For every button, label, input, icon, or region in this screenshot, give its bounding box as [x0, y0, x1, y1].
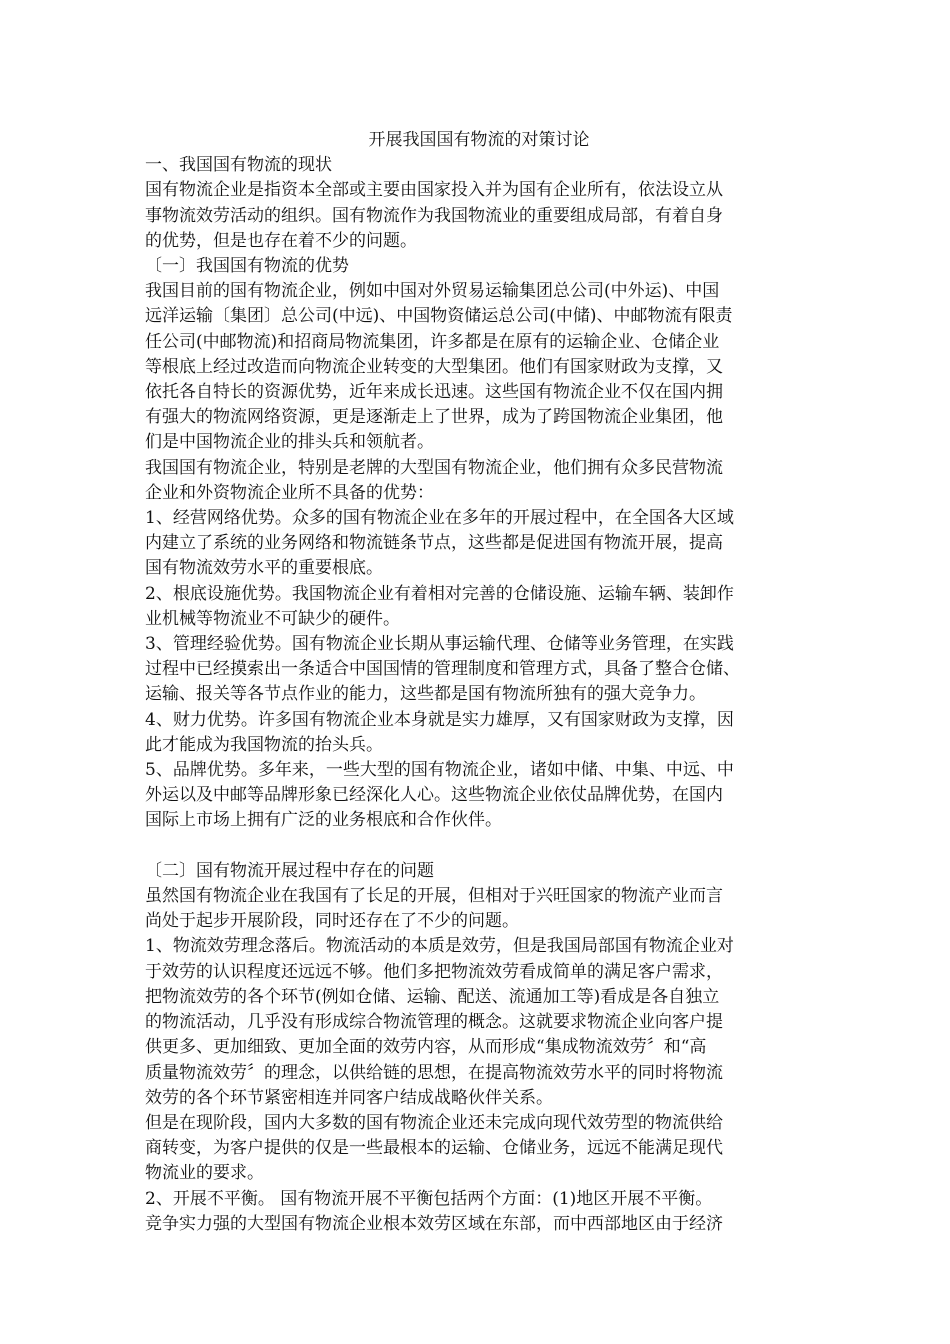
- text-line: 外运以及中邮等品牌形象已经深化人心。这些物流企业依仗品牌优势，在国内: [145, 785, 723, 806]
- text-line: 〔二〕国有物流开展过程中存在的问题: [145, 860, 434, 881]
- text-line: 等根底上经过改造而向物流企业转变的大型集团。他们有国家财政为支撑，又: [145, 356, 723, 377]
- text-line: 5、品牌优势。多年来，一些大型的国有物流企业，诸如中储、中集、中远、中: [145, 760, 734, 781]
- text-line: 于效劳的认识程度还远远不够。他们多把物流效劳看成简单的满足客户需求，: [145, 961, 723, 982]
- text-line: 国有物流效劳水平的重要根底。: [145, 558, 383, 579]
- text-line: 〔一〕我国国有物流的优势: [145, 256, 349, 277]
- document-text: [145, 153, 813, 1237]
- text-line: 我国国有物流企业，特别是老牌的大型国有物流企业，他们拥有众多民营物流: [145, 457, 723, 478]
- blank-line: [145, 834, 813, 859]
- text-line: 一、我国国有物流的现状: [145, 155, 332, 176]
- text-line: 我国目前的国有物流企业，例如中国对外贸易运输集团总公司(中外运)、中国: [145, 281, 720, 302]
- text-line: 1、物流效劳理念落后。物流活动的本质是效劳，但是我国局部国有物流企业对: [145, 936, 734, 957]
- text-line: 把物流效劳的各个环节(例如仓储、运输、配送、流通加工等)看成是各自独立: [145, 986, 720, 1007]
- text-line: 虽然国有物流企业在我国有了长足的开展，但相对于兴旺国家的物流产业而言: [145, 886, 723, 907]
- text-line: 依托各自特长的资源优势，近年来成长迅速。这些国有物流企业不仅在国内拥: [145, 382, 723, 403]
- text-line: 1、经营网络优势。众多的国有物流企业在多年的开展过程中，在全国各大区域: [145, 508, 734, 529]
- text-line: 3、管理经验优势。国有物流企业长期从事运输代理、仓储等业务管理，在实践: [145, 634, 734, 655]
- text-line: 国际上市场上拥有广泛的业务根底和合作伙伴。: [145, 810, 502, 831]
- text-line: 的物流活动，几乎没有形成综合物流管理的概念。这就要求物流企业向客户提: [145, 1012, 723, 1033]
- text-line: 供更多、更加细致、更加全面的效劳内容，从而形成“集成物流效劳〞和“高: [145, 1037, 707, 1058]
- document-title: 开展我国国有物流的对策讨论: [368, 130, 590, 150]
- text-line: 事物流效劳活动的组织。国有物流作为我国物流业的重要组成局部，有着自身: [145, 205, 723, 226]
- text-line: 竞争实力强的大型国有物流企业根本效劳区域在东部，而中西部地区由于经济: [145, 1213, 723, 1234]
- text-line: 效劳的各个环节紧密相连并同客户结成战略伙伴关系。: [145, 1087, 553, 1108]
- text-line: 此才能成为我国物流的抬头兵。: [145, 734, 383, 755]
- text-line: 过程中已经摸索出一条适合中国国情的管理制度和管理方式，具备了整合仓储、: [145, 659, 740, 680]
- text-line: 2、开展不平衡。 国有物流开展不平衡包括两个方面：(1)地区开展不平衡。: [145, 1188, 713, 1209]
- text-line: 内建立了系统的业务网络和物流链条节点，这些都是促进国有物流开展，提高: [145, 533, 723, 554]
- text-line: 尚处于起步开展阶段，同时还存在了不少的问题。: [145, 911, 519, 932]
- text-line: 的优势，但是也存在着不少的问题。: [145, 230, 417, 251]
- text-line: 远洋运输〔集团〕总公司(中远)、中国物资储运总公司(中储)、中邮物流有限责: [145, 306, 733, 327]
- text-line: 运输、报关等各节点作业的能力，这些都是国有物流所独有的强大竞争力。: [145, 684, 706, 705]
- text-line: 物流业的要求。: [145, 1163, 264, 1184]
- text-line: 4、财力优势。许多国有物流企业本身就是实力雄厚，又有国家财政为支撑，因: [145, 709, 734, 730]
- text-line: 任公司(中邮物流)和招商局物流集团，许多都是在原有的运输企业、仓储企业: [145, 331, 720, 352]
- text-line: 质量物流效劳〞的理念，以供给链的思想，在提高物流效劳水平的同时将物流: [145, 1062, 723, 1083]
- text-line: 2、根底设施优势。我国物流企业有着相对完善的仓储设施、运输车辆、装卸作: [145, 583, 734, 604]
- text-line: 但是在现阶段，国内大多数的国有物流企业还未完成向现代效劳型的物流供给: [145, 1112, 723, 1133]
- text-line: 业机械等物流业不可缺少的硬件。: [145, 608, 400, 629]
- text-line: 国有物流企业是指资本全部或主要由国家投入并为国有企业所有，依法设立从: [145, 180, 723, 201]
- document-body: [145, 128, 813, 1237]
- text-line: 们是中国物流企业的排头兵和领航者。: [145, 432, 434, 453]
- text-line: 商转变，为客户提供的仅是一些最根本的运输、仓储业务，远远不能满足现代: [145, 1138, 723, 1159]
- text-line: 企业和外资物流企业所不具备的优势：: [145, 482, 434, 503]
- text-line: 有强大的物流网络资源，更是逐渐走上了世界，成为了跨国物流企业集团，他: [145, 407, 723, 428]
